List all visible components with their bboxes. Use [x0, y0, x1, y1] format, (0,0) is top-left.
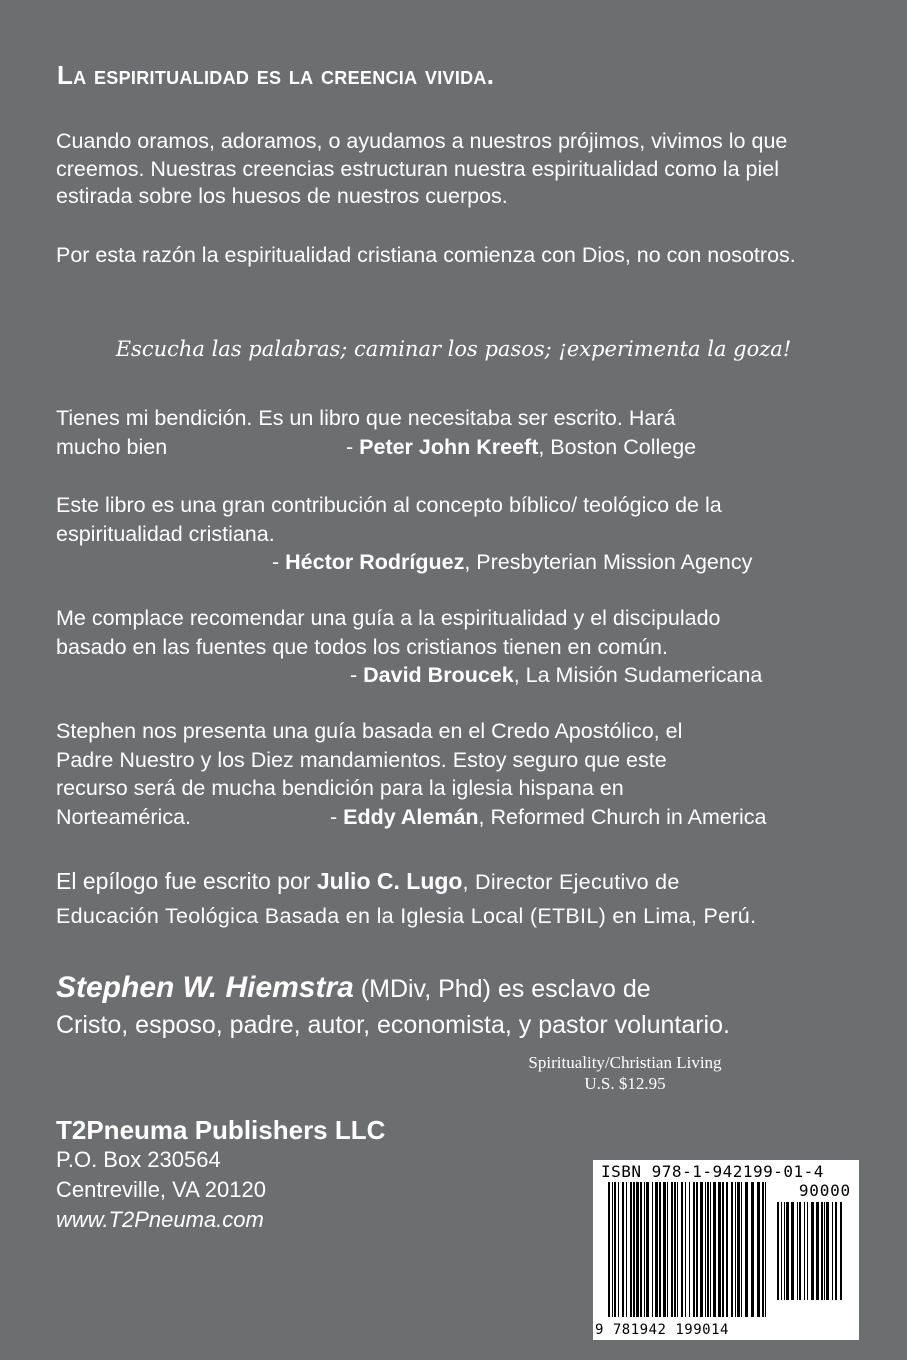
epilogue-prefix: El epílogo fue escrito por [56, 868, 317, 894]
endorser-affiliation: , Boston College [538, 434, 697, 459]
endorsement-attribution [346, 433, 696, 462]
barcode-bar [644, 1182, 645, 1317]
epilogue-line-1 [56, 864, 876, 899]
publisher-block [56, 1115, 385, 1235]
ean-barcode-bars [608, 1182, 770, 1322]
endorser-affiliation: , Presbyterian Mission Agency [464, 550, 753, 574]
barcode-bar [655, 1182, 658, 1317]
attribution-dash: - [330, 804, 344, 829]
publisher-address-line-2: Centreville, VA 20120 [56, 1177, 266, 1202]
author-bio-line-2: Cristo, esposo, padre, autor, economista, y pastor voluntario. [56, 1011, 730, 1039]
author-bio [56, 970, 886, 1043]
endorser-name: Héctor Rodríguez [285, 550, 465, 574]
barcode-bar [791, 1202, 794, 1300]
price-label: U.S. $12.95 [584, 1074, 666, 1093]
barcode-bar [622, 1182, 624, 1317]
endorser-name: David Broucek [363, 663, 514, 687]
barcode-bar [636, 1182, 639, 1317]
barcode-bar [807, 1202, 808, 1300]
barcode-bar [685, 1182, 686, 1317]
barcode-bar [832, 1202, 833, 1300]
barcode-bar [705, 1182, 706, 1317]
quote-line: espiritualidad cristiana. [56, 521, 275, 546]
endorsement-attribution [330, 803, 767, 832]
barcode-bar [784, 1202, 785, 1300]
barcode-bar [741, 1182, 742, 1317]
price-code: 90000 [798, 1181, 851, 1200]
endorsement-attribution [56, 661, 856, 690]
barcode-bar [745, 1182, 748, 1317]
headline: La espiritualidad es la creencia vivida. [57, 60, 495, 90]
intro-paragraph-2: Por esta razón la espiritualidad cristiana comienza con Dios, no con nosotros. [56, 243, 796, 267]
attribution-dash: - [272, 550, 286, 574]
quote-line-with-attribution [56, 803, 856, 832]
price-addon-bars [777, 1202, 847, 1302]
barcode-bar [751, 1182, 754, 1317]
barcode-bar [614, 1182, 616, 1317]
barcode-bar [693, 1182, 695, 1317]
barcode-bar [696, 1182, 698, 1317]
epilogue-author: Julio C. Lugo [316, 868, 463, 894]
barcode-bar [765, 1182, 766, 1317]
publisher-website: www.T2Pneuma.com [56, 1207, 264, 1232]
author-name: Stephen W. Hiemstra [56, 971, 354, 1004]
barcode-bar [663, 1182, 666, 1317]
endorsement-kreeft [56, 404, 856, 461]
quote-line: Norteamérica. [56, 804, 192, 829]
barcode-bar [710, 1182, 711, 1317]
barcode-bar [652, 1182, 653, 1317]
endorser-name: Eddy Alemán [343, 804, 479, 829]
endorsement-broucek [56, 604, 856, 690]
barcode-bar [671, 1182, 673, 1317]
barcode-bar [689, 1182, 690, 1317]
barcode-bar [718, 1182, 721, 1317]
quote-line: recurso será de mucha bendición para la iglesia hispana en [56, 776, 624, 800]
attribution-dash: - [346, 434, 360, 459]
endorser-affiliation: , Reformed Church in America [478, 804, 767, 829]
attribution-dash: - [350, 663, 364, 687]
endorsement-rodriguez [56, 491, 856, 577]
barcode-bar [707, 1182, 709, 1317]
barcode-bar [797, 1202, 798, 1300]
barcode-bar [840, 1202, 842, 1300]
barcode-bar [618, 1182, 619, 1317]
quote-line-with-attribution [56, 433, 856, 462]
barcode-bar [821, 1202, 823, 1300]
quote-line: Padre Nuestro y los Diez mandamientos. Estoy seguro que este [56, 747, 667, 772]
epilogue-role: , Director Ejecutivo de [462, 870, 680, 894]
barcode-bar [826, 1202, 829, 1300]
barcode-bar [824, 1202, 825, 1300]
barcode-bar [608, 1182, 610, 1317]
endorser-name: Peter John Kreeft [359, 434, 539, 459]
publisher-name: T2Pneuma Publishers LLC [56, 1115, 386, 1145]
barcode-bar [811, 1202, 814, 1300]
barcode-bar [804, 1202, 805, 1300]
tagline: Escucha las palabras; caminar los pasos; ¡experimenta la goza! [115, 337, 792, 361]
endorsement-attribution [56, 548, 856, 577]
barcode-bar [726, 1182, 728, 1317]
quote-line: Tienes mi bendición. Es un libro que necesitaba ser escrito. Hará [56, 406, 676, 430]
barcode-bar [633, 1182, 635, 1317]
barcode-bar [735, 1182, 736, 1317]
author-credentials: (MDiv, Phd) es esclavo de [353, 975, 651, 1003]
barcode-bar [762, 1182, 764, 1317]
epilogue-line-2: Educación Teológica Basada en la Iglesia Local (ETBIL) en Lima, Perú. [56, 904, 757, 928]
barcode-bar [667, 1182, 668, 1317]
quote-line: Stephen nos presenta una guía basada en el Credo Apostólico, el [56, 719, 683, 743]
barcode-bar [626, 1182, 627, 1317]
quote-line: basado en las fuentes que todos los cristianos tienen en común. [56, 634, 668, 659]
barcode-bar [731, 1182, 733, 1317]
barcode-bar [646, 1182, 649, 1317]
barcode-bar [816, 1202, 819, 1300]
endorsement-aleman [56, 717, 856, 831]
quote-line: mucho bien [56, 434, 168, 459]
barcode-bar [835, 1202, 837, 1300]
barcode-bar [781, 1202, 782, 1300]
category-label: Spirituality/Christian Living [528, 1053, 722, 1072]
barcode-bar [737, 1182, 740, 1317]
quote-line: Me complace recomendar una guía a la espiritualidad y el discipulado [56, 606, 721, 630]
publisher-address-line-1: P.O. Box 230564 [56, 1147, 221, 1172]
category-price [480, 1052, 770, 1094]
barcode-bar [786, 1202, 789, 1300]
barcode-bar [677, 1182, 678, 1317]
barcode-bar [659, 1182, 661, 1317]
barcode-bar [630, 1182, 632, 1317]
epilogue-note [56, 864, 876, 933]
intro-paragraph-1: Cuando oramos, adoramos, o ayudamos a nuestros prójimos, vivimos lo que creemos. Nuestras creencias estructuran nuestra espiritualidad como la piel estirada sobre los huesos de nuestros cuerpos. [56, 129, 788, 208]
barcode-bar [722, 1182, 724, 1317]
barcode-bar [681, 1182, 683, 1317]
quote-line: Este libro es una gran contribución al concepto bíblico/ teológico de la [56, 493, 722, 517]
isbn-label: ISBN 978-1-942199-01-4 [601, 1162, 824, 1181]
barcode-bar [799, 1202, 801, 1300]
barcode-bar [713, 1182, 716, 1317]
barcode-bar [674, 1182, 676, 1317]
ean-number: 9 781942 199014 [595, 1322, 729, 1338]
author-bio-line-1 [56, 970, 886, 1007]
barcode-bar [612, 1182, 613, 1317]
barcode-bar [777, 1202, 779, 1300]
endorser-affiliation: , La Misión Sudamericana [513, 663, 763, 687]
isbn-barcode [593, 1160, 859, 1340]
barcode-bar [640, 1182, 642, 1317]
barcode-bar [700, 1182, 703, 1317]
barcode-bar [757, 1182, 760, 1317]
